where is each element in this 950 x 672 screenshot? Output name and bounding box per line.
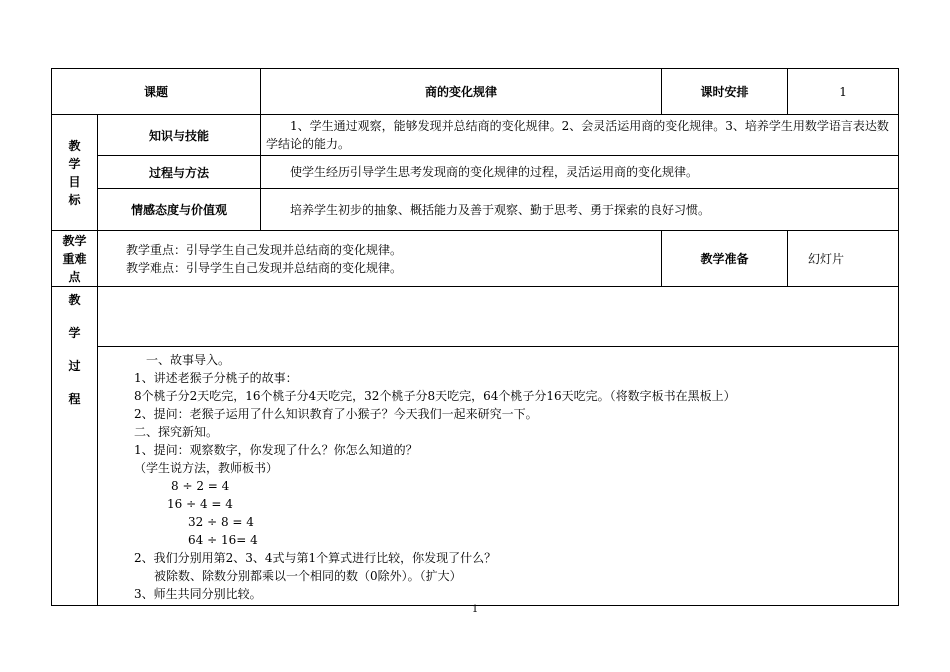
process-label-char: 教 bbox=[68, 293, 81, 307]
difficulty-label-line: 重难 bbox=[62, 251, 87, 266]
process-blank-row bbox=[52, 287, 899, 347]
schedule-label: 课时安排 bbox=[662, 69, 788, 115]
goals-label-char: 学 bbox=[68, 156, 81, 171]
topic-value: 商的变化规律 bbox=[261, 69, 662, 115]
difficulty-text bbox=[98, 231, 662, 287]
lesson-plan-table bbox=[51, 68, 899, 606]
equation-line: 16 ÷ 4 = 4 bbox=[167, 497, 233, 511]
goals-label-char: 标 bbox=[68, 192, 81, 207]
hard-point: 教学难点：引导学生自己发现并总结商的变化规律。 bbox=[126, 260, 403, 275]
prep-value: 幻灯片 bbox=[788, 231, 899, 287]
difficulty-label-line: 教学 bbox=[62, 233, 87, 248]
equation-line: 32 ÷ 8 = 4 bbox=[188, 515, 254, 529]
process-line: 2、我们分别用第2、3、4式与第1个算式进行比较，你发现了什么？ bbox=[134, 551, 497, 565]
difficulty-row bbox=[52, 231, 899, 287]
header-row bbox=[52, 69, 899, 115]
process-line: 8个桃子分2天吃完，16个桃子分4天吃完，32个桃子分8天吃完，64个桃子分16天吃完。（将数字板书在黑板上） bbox=[134, 389, 736, 403]
page-number: 1 bbox=[471, 604, 479, 615]
process-line: 一、故事导入。 bbox=[146, 353, 231, 367]
goals-label-char: 目 bbox=[68, 174, 81, 189]
schedule-value: 1 bbox=[788, 69, 899, 115]
equation-line: 8 ÷ 2 = 4 bbox=[171, 479, 230, 493]
goal-row-knowledge bbox=[52, 115, 899, 156]
process-section-label bbox=[52, 287, 98, 606]
goals-section-label bbox=[52, 115, 98, 231]
process-line: 二、探究新知。 bbox=[134, 425, 219, 439]
process-line: 1、提问：观察数字，你发现了什么？你怎么知道的？ bbox=[134, 443, 418, 457]
process-label-char: 过 bbox=[68, 359, 81, 373]
process-line: 被除数、除数分别都乘以一个相同的数（0除外）。（扩大） bbox=[154, 569, 462, 583]
process-line: 1、讲述老猴子分桃子的故事： bbox=[134, 371, 298, 385]
goal-label-knowledge: 知识与技能 bbox=[98, 115, 261, 156]
difficulty-section-label bbox=[52, 231, 98, 287]
goal-text-process bbox=[261, 156, 899, 189]
goal-text: 使学生经历引导学生思考发现商的变化规律的过程，灵活运用商的变化规律。 bbox=[290, 165, 699, 179]
equation-line: 64 ÷ 16= 4 bbox=[188, 533, 258, 547]
process-content-row bbox=[52, 347, 899, 606]
goal-label-attitude: 情感态度与价值观 bbox=[98, 189, 261, 231]
process-blank-cell bbox=[98, 287, 899, 347]
goal-text-attitude bbox=[261, 189, 899, 231]
goal-label-process: 过程与方法 bbox=[98, 156, 261, 189]
goals-label-char: 教 bbox=[68, 138, 81, 153]
prep-label: 教学准备 bbox=[662, 231, 788, 287]
goal-text-knowledge bbox=[261, 115, 899, 156]
process-label-char: 学 bbox=[68, 326, 81, 340]
process-label-char: 程 bbox=[68, 392, 81, 406]
goal-row-attitude bbox=[52, 189, 899, 231]
process-content bbox=[98, 347, 899, 606]
process-line: （学生说方法，教师板书） bbox=[134, 461, 279, 475]
topic-label: 课题 bbox=[52, 69, 261, 115]
process-line: 3、师生共同分别比较。 bbox=[134, 587, 262, 601]
key-point: 教学重点：引导学生自己发现并总结商的变化规律。 bbox=[126, 242, 403, 257]
difficulty-label-line: 点 bbox=[68, 269, 81, 284]
goal-text: 1、学生通过观察，能够发现并总结商的变化规律。2、会灵活运用商的变化规律。3、培养学生用数学语言表达数学结论的能力。 bbox=[266, 119, 889, 151]
goal-row-process bbox=[52, 156, 899, 189]
process-line: 2、提问：老猴子运用了什么知识教育了小猴子？今天我们一起来研究一下。 bbox=[134, 407, 538, 421]
goal-text: 培养学生初步的抽象、概括能力及善于观察、勤于思考、勇于探索的良好习惯。 bbox=[290, 202, 711, 217]
